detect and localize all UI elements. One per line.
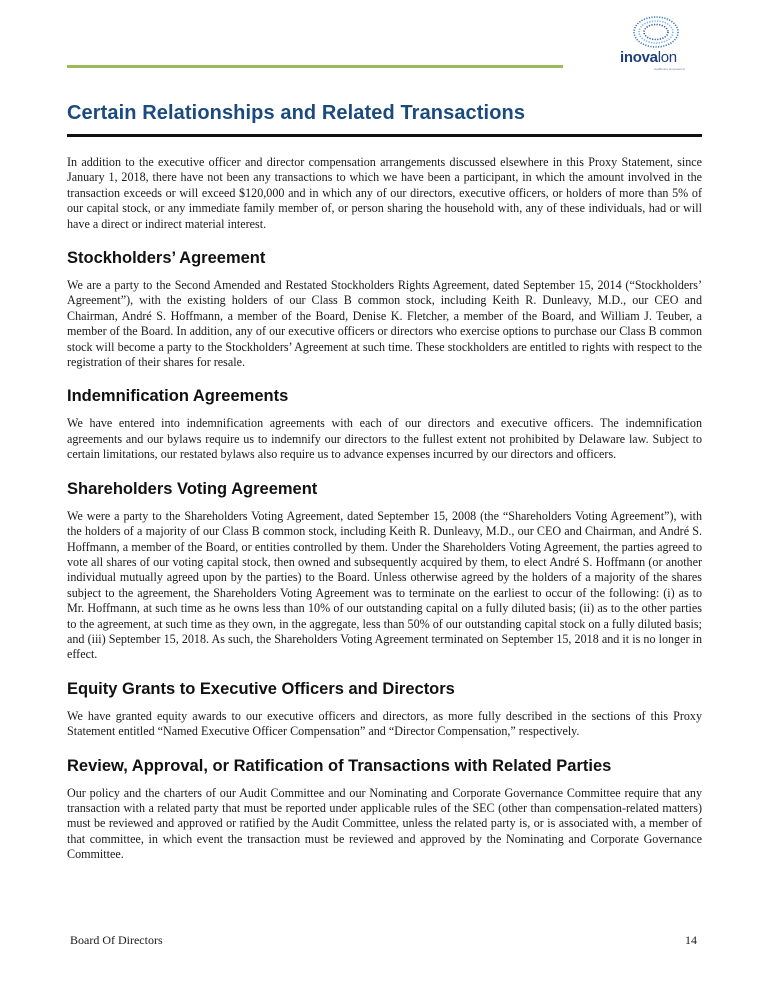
section-heading-review-approval: Review, Approval, or Ratification of Transactions with Related Parties bbox=[67, 756, 612, 775]
footer-section-label: Board Of Directors bbox=[70, 933, 163, 947]
section-heading-equity-grants: Equity Grants to Executive Officers and Directors bbox=[67, 679, 455, 698]
page-title: Certain Relationships and Related Transactions bbox=[67, 102, 526, 124]
logo-word-bold: inova bbox=[620, 49, 658, 66]
header-accent-rule bbox=[67, 65, 563, 68]
section-heading-indemnification: Indemnification Agreements bbox=[67, 387, 289, 406]
section-body-review-approval: Our policy and the charters of our Audit Committee and our Nominating and Corporate Governance Committee require that any transaction with a related party that must be reported under applicable rules of the SEC (other than compensation‑related matters) must be reviewed and approved or ratified by the Audit Committee, unless the related party is, or is associated with, a member of that committee, in which event the transaction must be reviewed and approved by the Nominating and Corporate Governance Committee. bbox=[67, 785, 702, 862]
section-body-stockholders-agreement: We are a party to the Second Amended and Restated Stockholders Rights Agreement, dated September 15, 2014 (“Stockholders’ Agreement”), with the existing holders of our Class B common stock, including Keith R. Dunleavy, M.D., our CEO and Chairman, André S. Hoffmann, a member of the Board, Denise K. Fletcher, a member of the Board, and William J. Teuber, a member of the Board. In addition, any of our executive officers or directors who exercise options to purchase our Class B common stock will become a party to the Stockholders’ Agreement at such time. These stockholders are entitled to rights with respect to the registration of their shares for resale. bbox=[67, 278, 702, 370]
logo-wordmark bbox=[620, 49, 677, 66]
title-divider bbox=[67, 134, 702, 137]
company-logo bbox=[618, 14, 698, 70]
section-heading-stockholders-agreement: Stockholders’ Agreement bbox=[67, 249, 266, 268]
section-body-equity-grants: We have granted equity awards to our executive officers and directors, as more fully described in the sections of this Proxy Statement entitled “Named Executive Officer Compensation” and “Director Compensation,” respectively. bbox=[67, 708, 702, 739]
section-body-indemnification: We have entered into indemnification agreements with each of our directors and executive officers. The indemnification agreements and our bylaws require us to indemnify our directors to the fullest extent not prohibited by Delaware law. Subject to certain limitations, our restated bylaws also require us to advance expenses incurred by our directors and officers. bbox=[67, 416, 702, 462]
intro-paragraph: In addition to the executive officer and director compensation arrangements discussed elsewhere in this Proxy Statement, since January 1, 2018, there have not been any transactions to which we have been a participant, in which the amount involved in the transaction exceeds or will exceed $120,000 and in which any of our directors, executive officers, or holders of more than 5% of our capital stock, or any immediate family member of, or person sharing the household with, any of these individuals, had or will have a direct or indirect material interest. bbox=[67, 155, 702, 231]
inovalon-swirl-logo-icon bbox=[628, 14, 684, 50]
logo-word-light: lon bbox=[657, 49, 677, 66]
section-heading-shareholders-voting: Shareholders Voting Agreement bbox=[67, 479, 318, 498]
page-number: 14 bbox=[685, 933, 697, 947]
section-body-shareholders-voting: We were a party to the Shareholders Voting Agreement, dated September 15, 2008 (the “Shareholders Voting Agreement”), with the holders of a majority of our Class B common stock, including Keith R. Dunleavy, M.D., our CEO and Chairman, and André S. Hoffmann, a member of the Board, or entities controlled by them. Under the Shareholders Voting Agreement, the parties agreed to vote all shares of our voting capital stock, then owned and subsequently acquired by them, to elect André S. Hoffmann (or another individual mutually agreed upon by the parties) to the Board. Unless otherwise agreed by the holders of a majority of the shares subject to the agreement, the Shareholders Voting Agreement was to terminate on the earliest to occur of the following: (i) as to Mr. Hoffmann, at such time as he owns less than 10% of our outstanding capital on a fully diluted basis; (ii) as to the other parties to the agreement, at such time as they own, in the aggregate, less than 50% of our outstanding capital stock on a fully diluted basis; and (iii) September 15, 2018. As such, the Shareholders Voting Agreement terminated on September 15, 2018 and it is no longer in effect. bbox=[67, 508, 702, 662]
document-body bbox=[67, 155, 702, 863]
logo-tagline: healthcare empowered bbox=[654, 67, 685, 71]
